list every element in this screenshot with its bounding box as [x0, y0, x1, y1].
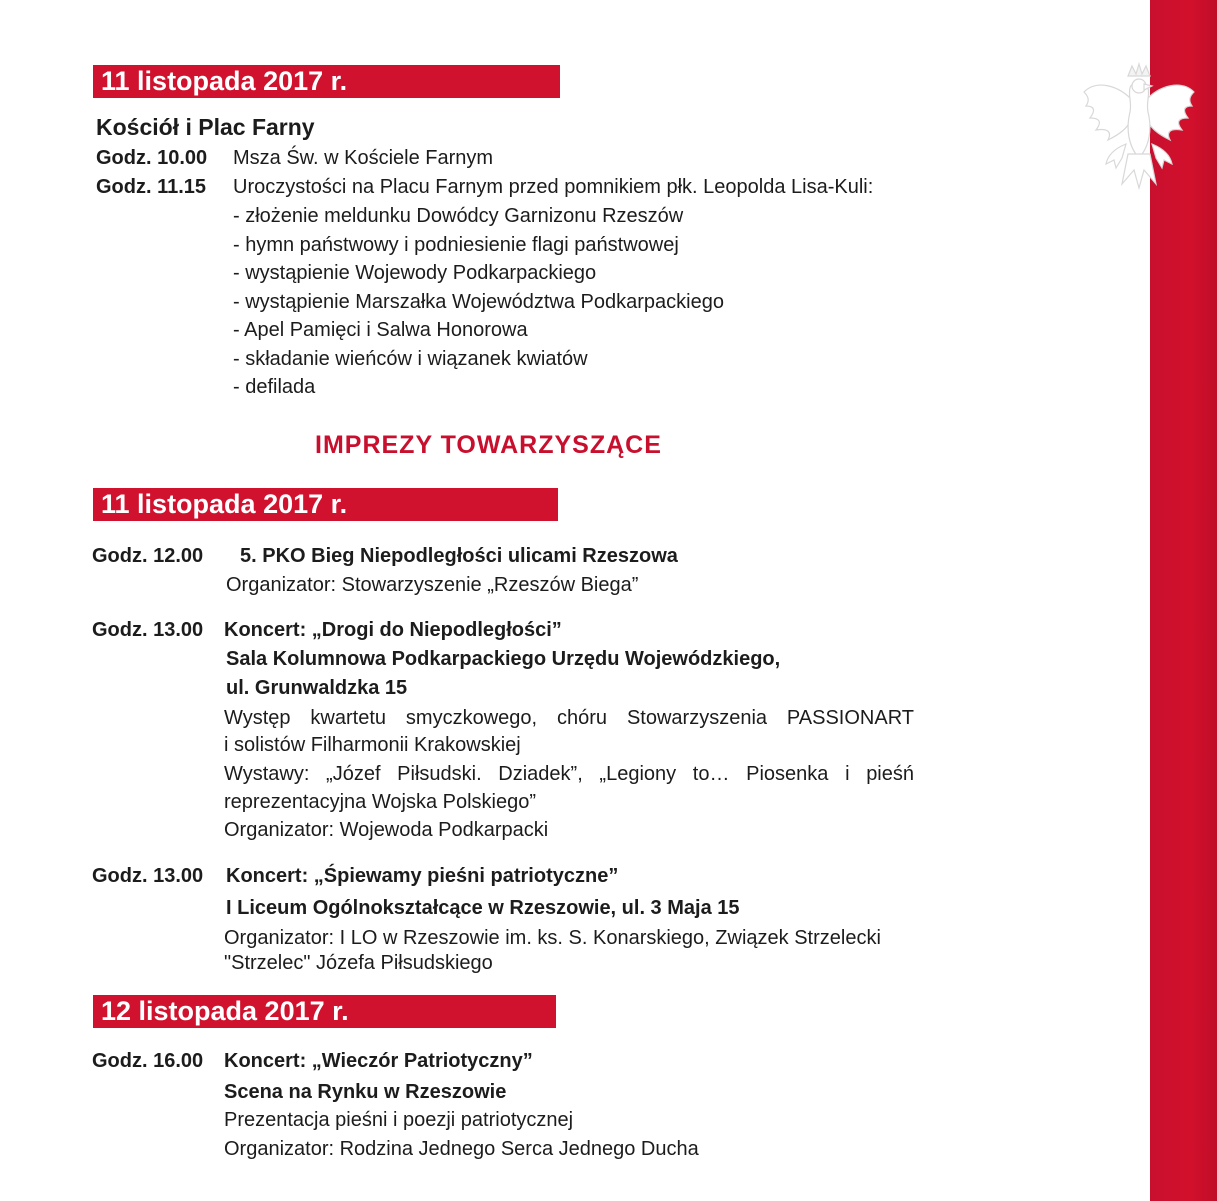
time-label: Godz. 10.00 [96, 147, 208, 169]
event-description: Wystawy: „Józef Piłsudski. Dziadek”, „Legiony to… Piosenka i pieśń [224, 763, 914, 785]
event-description: reprezentacyjna Wojska Polskiego” [224, 791, 537, 813]
section-title: IMPREZY TOWARZYSZĄCE [315, 431, 662, 459]
event-description: Występ kwartetu smyczkowego, chóru Stowarzyszenia PASSIONART [224, 707, 914, 729]
date-bar-12-nov: 12 listopada 2017 r. [93, 995, 556, 1028]
organizer: Organizator: Rodzina Jednego Serca Jednego Ducha [224, 1138, 699, 1160]
program-item: - złożenie meldunku Dowódcy Garnizonu Rzeszów [233, 205, 684, 227]
event-venue: Sala Kolumnowa Podkarpackiego Urzędu Wojewódzkiego, [226, 648, 781, 670]
event-description: Prezentacja pieśni i poezji patriotycznej [224, 1109, 574, 1131]
event-title: 5. PKO Bieg Niepodległości ulicami Rzeszowa [240, 545, 678, 567]
white-eagle-icon [1078, 62, 1200, 190]
program-item: - składanie wieńców i wiązanek kwiatów [233, 348, 588, 370]
event-venue: Scena na Rynku w Rzeszowie [224, 1081, 507, 1103]
time-label: Godz. 11.15 [96, 176, 207, 198]
organizer: "Strzelec" Józefa Piłsudskiego [224, 952, 493, 974]
date-bar-11-nov: 11 listopada 2017 r. [93, 65, 560, 98]
event-title: Koncert: „Drogi do Niepodległości” [224, 619, 562, 641]
time-label: Godz. 13.00 [92, 865, 204, 887]
organizer: Organizator: Wojewoda Podkarpacki [224, 819, 549, 841]
event-venue: I Liceum Ogólnokształcące w Rzeszowie, ul. 3 Maja 15 [226, 897, 740, 919]
time-label: Godz. 12.00 [92, 545, 204, 567]
event-venue: ul. Grunwaldzka 15 [226, 677, 408, 699]
event-description: i solistów Filharmonii Krakowskiej [224, 734, 521, 756]
date-bar-11-nov: 11 listopada 2017 r. [93, 488, 558, 521]
event-text: Msza Św. w Kościele Farnym [233, 147, 494, 169]
organizer: Organizator: Stowarzyszenie „Rzeszów Biega” [226, 574, 639, 596]
program-item: - defilada [233, 376, 316, 398]
program-item: - wystąpienie Wojewody Podkarpackiego [233, 262, 597, 284]
event-title: Koncert: „Śpiewamy pieśni patriotyczne” [226, 865, 619, 887]
program-item: - hymn państwowy i podniesienie flagi państwowej [233, 234, 679, 256]
time-label: Godz. 13.00 [92, 619, 204, 641]
venue-heading: Kościół i Plac Farny [96, 114, 315, 140]
program-item: - Apel Pamięci i Salwa Honorowa [233, 319, 528, 341]
organizer: Organizator: I LO w Rzeszowie im. ks. S. Konarskiego, Związek Strzelecki [224, 927, 881, 949]
event-text: Uroczystości na Placu Farnym przed pomnikiem płk. Leopolda Lisa-Kuli: [233, 176, 874, 198]
event-title: Koncert: „Wieczór Patriotyczny” [224, 1050, 533, 1072]
program-item: - wystąpienie Marszałka Województwa Podkarpackiego [233, 291, 724, 313]
time-label: Godz. 16.00 [92, 1050, 204, 1072]
